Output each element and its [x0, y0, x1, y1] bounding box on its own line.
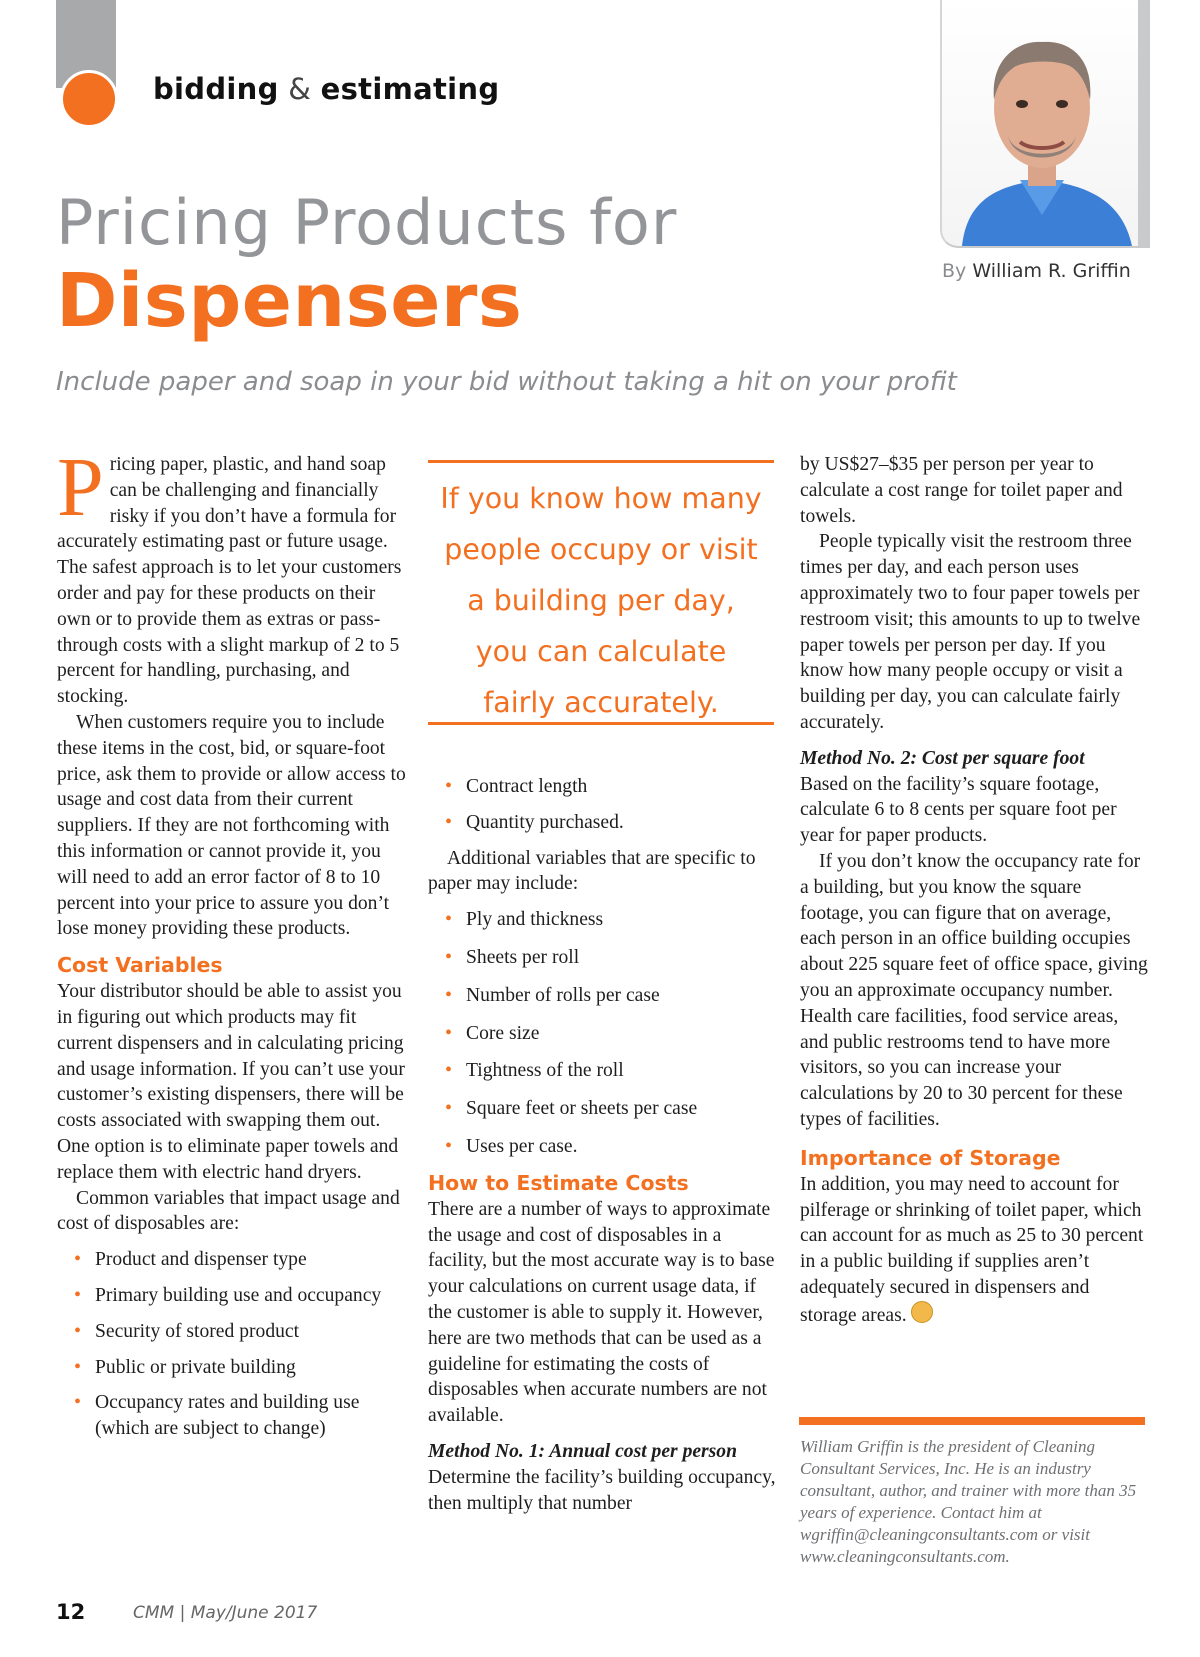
title-line-1: Pricing Products for: [56, 186, 678, 259]
publication-info: CMM | May/June 2017: [133, 1603, 318, 1623]
author-bio: William Griffin is the president of Cleaning Consultant Services, Inc. He is an industry consultant, author, and trainer with more than 35 years of experience. Contact him at wgriffin@cleaningconsultants.com or visit www.cleaningconsultants.com.: [800, 1437, 1137, 1566]
list-item: • Contract length: [428, 774, 776, 800]
list-item: • Security of stored product: [57, 1319, 407, 1345]
heading-cost-variables: Cost Variables: [57, 953, 223, 978]
dropcap: P: [57, 441, 104, 534]
method-2-heading: Method No. 2: Cost per square foot: [800, 747, 1085, 769]
col2-bullet-list-a: [428, 774, 776, 836]
list-item: • Sheets per roll: [428, 945, 776, 971]
end-mark-icon: [911, 1301, 933, 1323]
byline-by: By: [942, 260, 967, 282]
list-item: • Number of rolls per case: [428, 983, 776, 1009]
section-tab-dot: [60, 70, 118, 128]
list-item: • Occupancy rates and building use (which are subject to change): [57, 1390, 407, 1442]
list-item: • Uses per case.: [428, 1134, 776, 1160]
col1-paragraph-2: When customers require you to include these items in the cost, bid, or square-foot price, ask them to provide or allow access to usage and cost data from their current suppliers. If they are not forthcoming with this information or cannot provide it, you will need to add an error factor of 8 to 10 percent into your price to assure you don’t lose money providing these products.: [57, 711, 406, 940]
pull-quote: [428, 460, 774, 725]
list-item: • Product and dispenser type: [57, 1247, 407, 1273]
col3-paragraph-1: by US$27–$35 per person per year to calculate a cost range for toilet paper and towels.: [800, 454, 1123, 527]
section-label-part1: bidding: [153, 72, 279, 106]
col1-paragraph-1: [57, 441, 407, 710]
pull-quote-line: you can calculate: [475, 635, 727, 668]
list-item: • Square feet or sheets per case: [428, 1096, 776, 1122]
method-1-heading: Method No. 1: Annual cost per person: [428, 1440, 738, 1462]
list-item: • Tightness of the roll: [428, 1058, 776, 1084]
pull-quote-line: people occupy or visit: [444, 533, 758, 566]
byline-author: William R. Griffin: [972, 260, 1131, 282]
col1-paragraph-4: Common variables that impact usage and cost of disposables are:: [57, 1187, 400, 1235]
list-item: • Ply and thickness: [428, 907, 776, 933]
col3-paragraph-2: People typically visit the restroom three times per day, and each person uses approximately two to four paper towels per restroom visit; this amounts to up to twelve paper towels per person per day. If you know how many people occupy or visit a building per day, you can calculate fairly accurately.: [800, 531, 1141, 733]
list-item: • Quantity purchased.: [428, 810, 776, 836]
column-1: [57, 441, 407, 1442]
list-item: • Primary building use and occupancy: [57, 1283, 407, 1309]
col2-paragraph-2: There are a number of ways to approximate the usage and cost of disposables in a facility, but the most accurate way is to base your calculations on current usage data, if the customer is able to supply it. However, here are two methods that can be used as a guideline for estimating the costs of disposables when accurate numbers are not available.: [428, 1198, 775, 1427]
col3-p5-text: In addition, you may need to account for pilferage or shrinking of toilet paper, which can account for as much as 25 to 30 percent in a public building if supplies aren’t adequately secured in dispensers and storage areas.: [800, 1173, 1144, 1326]
subtitle: Include paper and soap in your bid without taking a hit on your profit: [56, 367, 957, 397]
author-photo: [940, 0, 1150, 248]
col2-paragraph-3: Determine the facility’s building occupancy, then multiply that number: [428, 1466, 776, 1514]
col2-bullet-list-b: [428, 907, 776, 1160]
section-label: [153, 72, 499, 106]
col1-bullet-list: [57, 1247, 407, 1442]
pull-quote-line: If you know how many: [440, 482, 762, 515]
col2-paragraph-1: Additional variables that are specific to paper may include:: [428, 847, 756, 895]
col3-paragraph-5: [800, 1172, 1148, 1329]
section-label-part2: estimating: [320, 72, 500, 106]
column-2: [428, 774, 776, 1516]
col3-paragraph-4: If you don’t know the occupancy rate for a building, but you know the square footage, you can figure that on average, each person in an office building occupies about 225 square feet of office space, giving you an approximate occupancy number. Health care facilities, food service areas, and public restrooms tend to have more visitors, so you can increase your calculations by 20 to 30 percent for these types of facilities.: [800, 850, 1148, 1130]
col1-paragraph-3: Your distributor should be able to assist you in figuring out which products may fit current dispensers and in calculating pricing and usage information. If you can’t use your customer’s existing dispensers, there will be costs associated with swapping them out. One option is to eliminate paper towels and replace them with electric hand dryers.: [57, 981, 405, 1183]
title-line-2: Dispensers: [56, 258, 523, 344]
column-3: [800, 452, 1148, 1329]
col3-paragraph-3: Based on the facility’s square footage, calculate 6 to 8 cents per square foot per year for paper products.: [800, 773, 1117, 847]
pull-quote-line: a building per day,: [467, 584, 735, 617]
page-number: 12: [56, 1600, 86, 1624]
pull-quote-line: fairly accurately.: [483, 686, 719, 719]
heading-importance-of-storage: Importance of Storage: [800, 1145, 1061, 1170]
col1-p1-text: ricing paper, plastic, and hand soap can be challenging and financially risky if you don’t have a formula for accurately estimating past or future usage. The safest approach is to let your customers order and pay for these products on their own or to provide them as extras or pass-through costs with a slight markup of 2 to 5 percent for handling, purchasing, and stocking.: [57, 454, 402, 708]
list-item: • Core size: [428, 1021, 776, 1047]
bio-divider: [799, 1417, 1145, 1425]
author-portrait-illustration: [942, 0, 1142, 246]
byline: [942, 260, 1131, 282]
list-item: • Public or private building: [57, 1355, 407, 1381]
heading-how-to-estimate: How to Estimate Costs: [428, 1170, 689, 1195]
section-label-amp: &: [288, 72, 312, 106]
